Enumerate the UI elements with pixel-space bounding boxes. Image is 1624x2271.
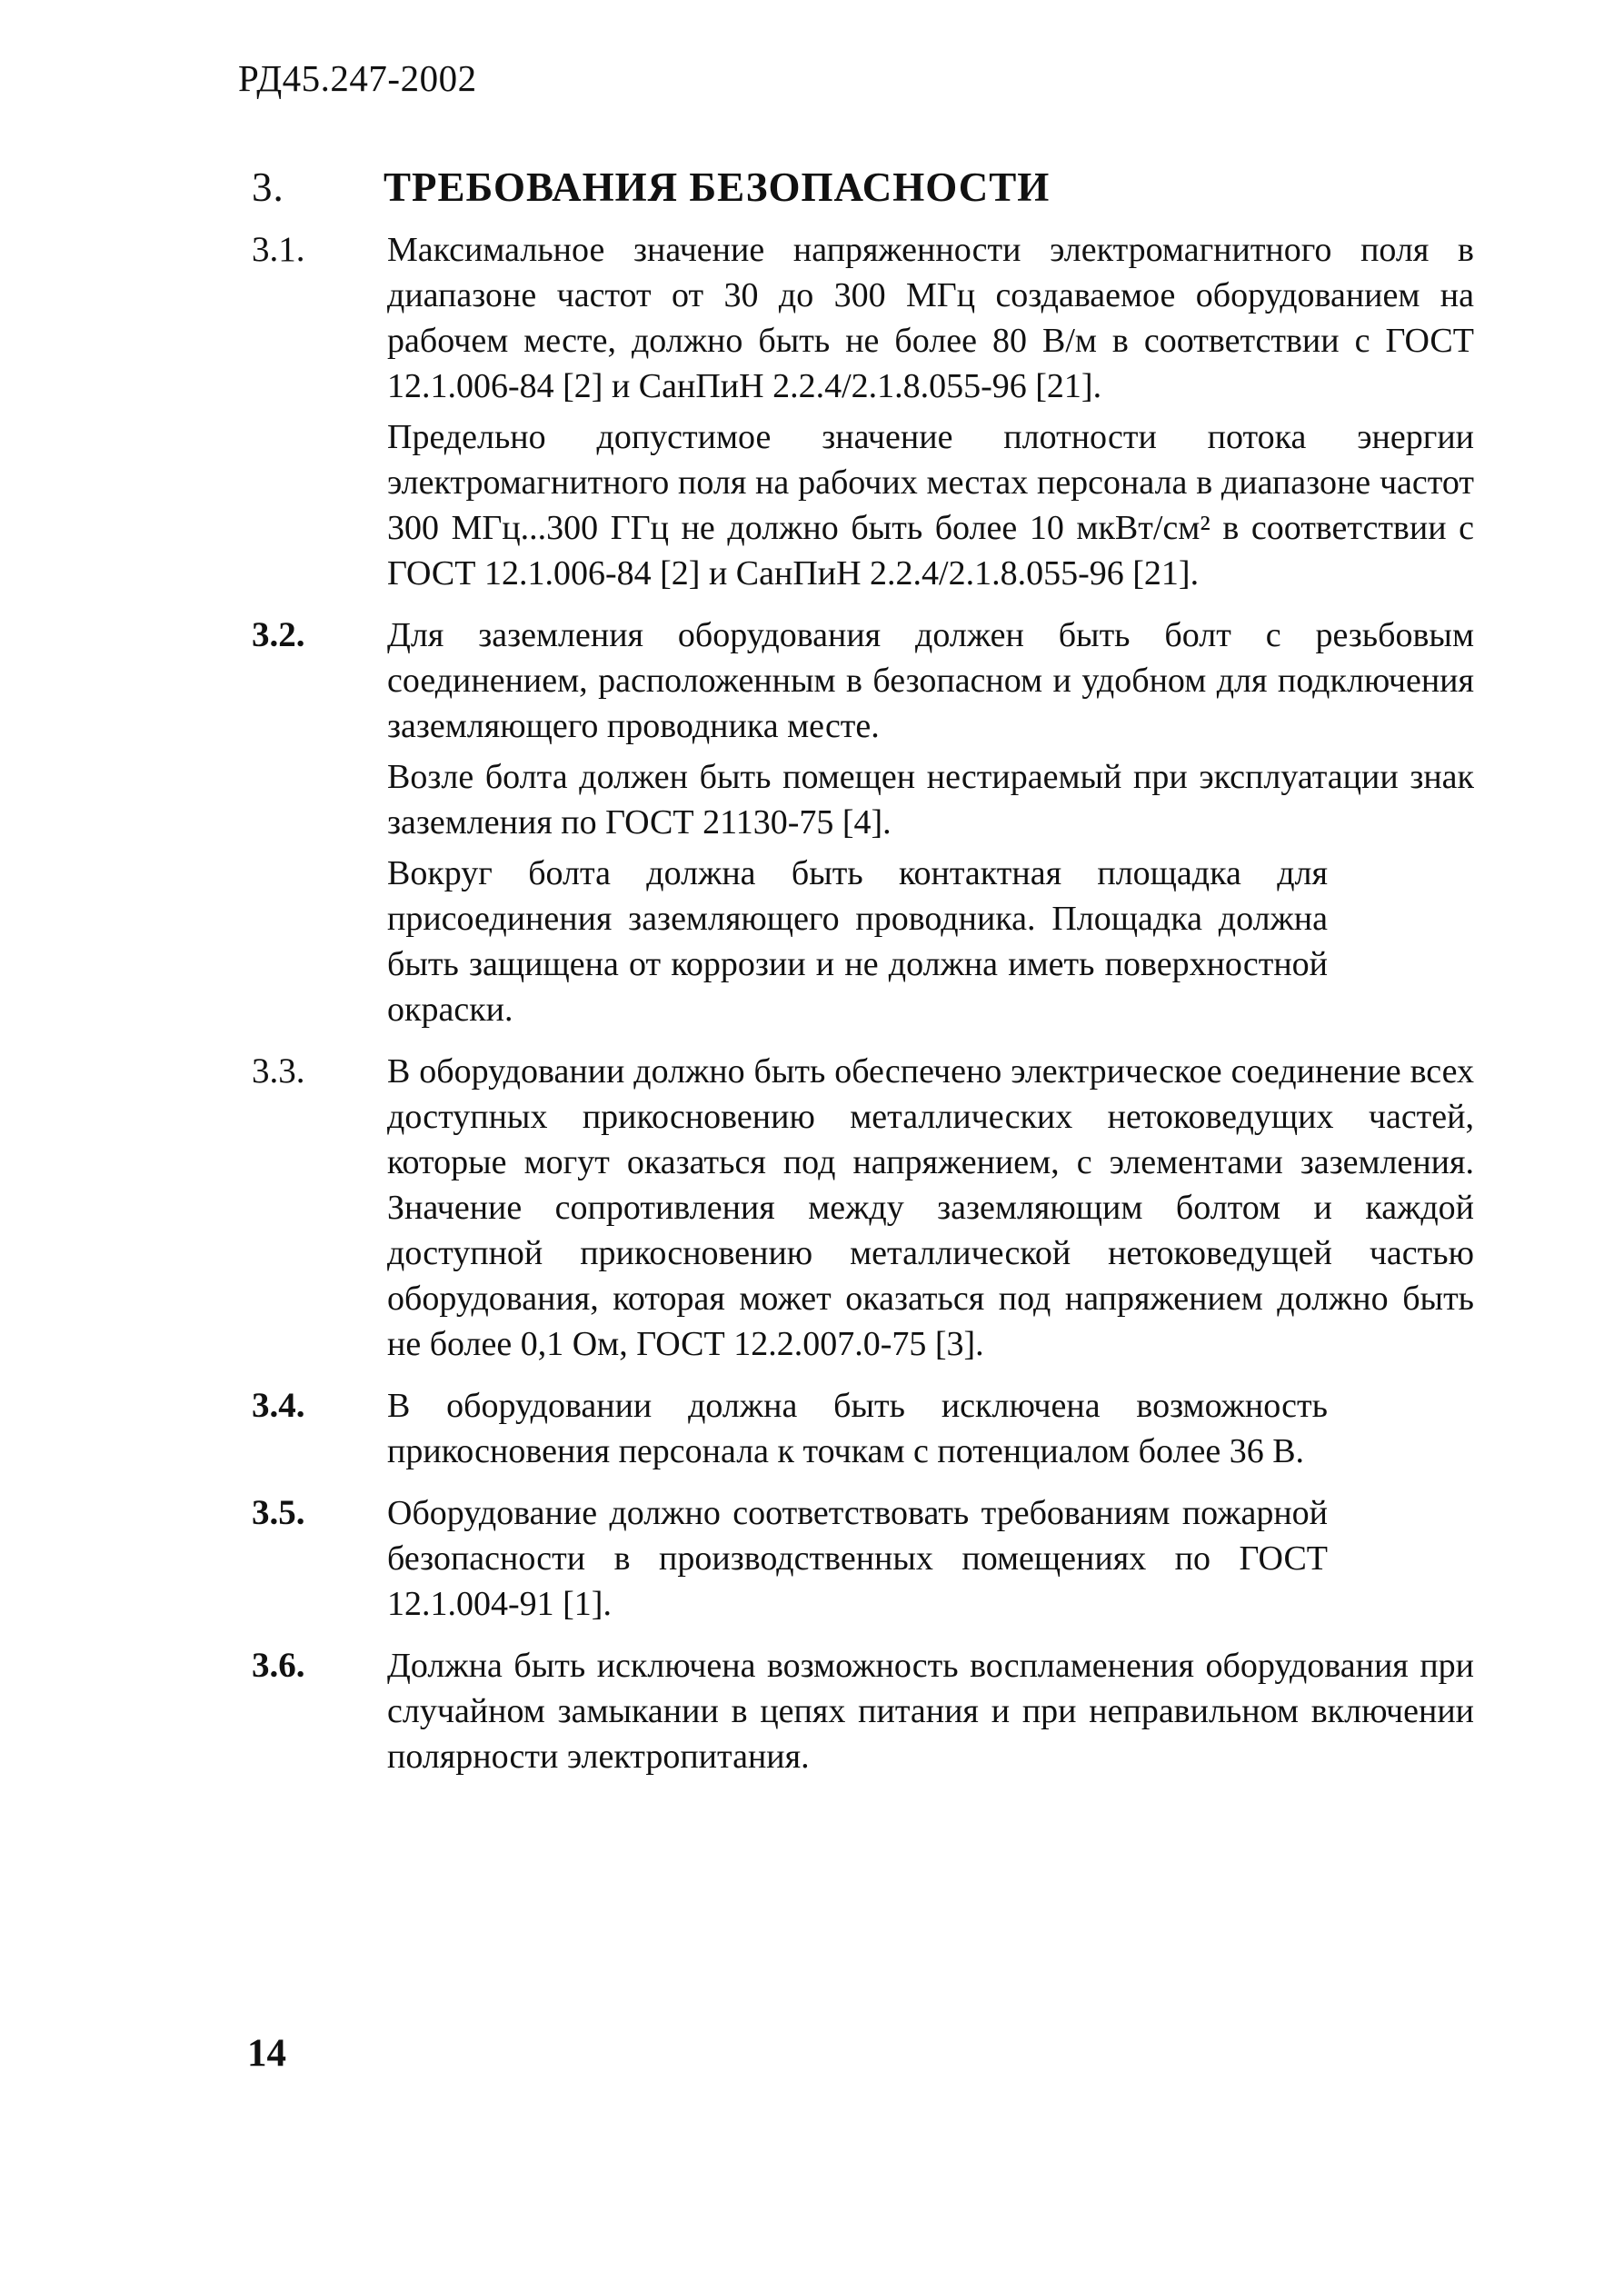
item-paragraph: Должна быть исключена возможность воспламенения оборудования при случайном замыкании в цепях питания и при неправильном включении полярности электропитания. — [387, 1647, 1474, 1776]
list-item — [252, 1643, 1474, 1779]
item-paragraph: В оборудовании должна быть исключена возможность прикосновения персонала к точкам с потенциалом более 36 В. — [387, 1387, 1328, 1470]
list-item — [252, 613, 1474, 1032]
item-paragraph: Возле болта должен быть помещен нестираемый при эксплуатации знак заземления по ГОСТ 21130-75 [4]. — [387, 758, 1474, 842]
item-paragraph: В оборудовании должно быть обеспечено электрическое соединение всех доступных прикосновению металлических нетоковедущих частей, которые могут оказаться под напряжением, с элементами заземления. Значение сопротивления между заземляющим болтом и каждой доступной прикосновению металлической нетоковедущей частью оборудования, которая может оказаться под напряжением должно быть не более 0,1 Ом, ГОСТ 12.2.007.0-75 [3]. — [387, 1052, 1474, 1363]
item-paragraph: Для заземления оборудования должен быть болт с резьбовым соединением, расположенным в безопасном и удобном для подключения заземляющего проводника месте. — [387, 616, 1474, 745]
item-number: 3.3. — [252, 1051, 305, 1091]
item-paragraph: Предельно допустимое значение плотности потока энергии электромагнитного поля на рабочих местах персонала в диапазоне частот 300 МГц...300 ГГц не должно быть более 10 мкВт/см² в соответствии с ГОСТ 12.1.006-84 [2] и СанПиН 2.2.4/2.1.8.055-96 [21]. — [387, 418, 1474, 593]
item-number: 3.5. — [252, 1493, 305, 1532]
list-item — [252, 1049, 1474, 1367]
item-paragraph: Вокруг болта должна быть контактная площадка для присоединения заземляющего проводника. Площадка должна быть защищена от коррозии и не должна иметь поверхностной окраски. — [387, 854, 1328, 1029]
item-number: 3.1. — [252, 230, 305, 269]
page-number: 14 — [247, 2032, 286, 2075]
item-number: 3.6. — [252, 1646, 305, 1685]
list-item — [252, 1383, 1474, 1474]
document-code: РД45.247-2002 — [238, 57, 477, 99]
section-title: ТРЕБОВАНИЯ БЕЗОПАСНОСТИ — [384, 164, 1051, 210]
section-number: 3. — [252, 164, 284, 210]
item-number: 3.2. — [252, 615, 305, 654]
requirements-list — [252, 227, 1474, 1796]
list-item — [252, 227, 1474, 596]
item-number: 3.4. — [252, 1386, 305, 1425]
list-item — [252, 1490, 1474, 1627]
item-paragraph: Оборудование должно соответствовать требованиям пожарной безопасности в производственных помещениях по ГОСТ 12.1.004-91 [1]. — [387, 1494, 1328, 1623]
item-paragraph: Максимальное значение напряженности электромагнитного поля в диапазоне частот от 30 до 300 МГц создаваемое оборудованием на рабочем месте, должно быть не более 80 В/м в соответствии с ГОСТ 12.1.006-84 [2] и СанПиН 2.2.4/2.1.8.055-96 [21]. — [387, 231, 1474, 405]
